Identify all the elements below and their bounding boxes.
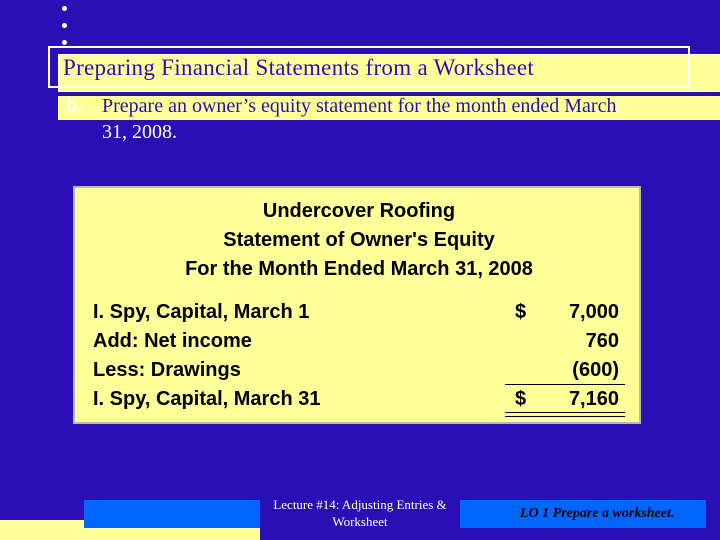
row-label-net-income: Add: Net income bbox=[93, 330, 252, 352]
subtitle-line-2: 31, 2008. bbox=[102, 121, 177, 143]
statement-company: Undercover Roofing bbox=[262, 200, 456, 222]
statement-name: Statement of Owner's Equity bbox=[223, 229, 495, 251]
subtotal-rule bbox=[505, 384, 625, 385]
bullet-icon bbox=[62, 6, 67, 11]
bullet-icon bbox=[62, 23, 67, 28]
total-double-rule bbox=[505, 412, 625, 417]
slide-title: Preparing Financial Statements from a Worksheet bbox=[63, 55, 535, 80]
statement-period: For the Month Ended March 31, 2008 bbox=[185, 258, 533, 280]
row-label-capital-end: I. Spy, Capital, March 31 bbox=[93, 388, 321, 410]
row-currency-capital-start: $ bbox=[515, 301, 527, 323]
subtitle-line-1: Prepare an owner’s equity statement for the month ended March bbox=[102, 95, 617, 117]
row-label-drawings: Less: Drawings bbox=[93, 359, 241, 381]
row-label-capital-start: I. Spy, Capital, March 1 bbox=[93, 301, 310, 323]
row-amount-capital-end: 7,160 bbox=[568, 388, 619, 410]
bullet-icon bbox=[62, 40, 67, 45]
footer-learning-objective: LO 1 Prepare a worksheet. bbox=[520, 506, 675, 521]
row-amount-capital-start: 7,000 bbox=[568, 301, 619, 323]
footer-lecture-text: Lecture #14: Adjusting Entries & Worksheet bbox=[273, 497, 447, 529]
row-amount-drawings: (600) bbox=[572, 359, 619, 381]
subtitle-letter: b. bbox=[66, 95, 83, 117]
row-currency-capital-end: $ bbox=[515, 388, 527, 410]
equity-statement bbox=[73, 186, 641, 424]
row-amount-net-income: 760 bbox=[585, 330, 619, 352]
